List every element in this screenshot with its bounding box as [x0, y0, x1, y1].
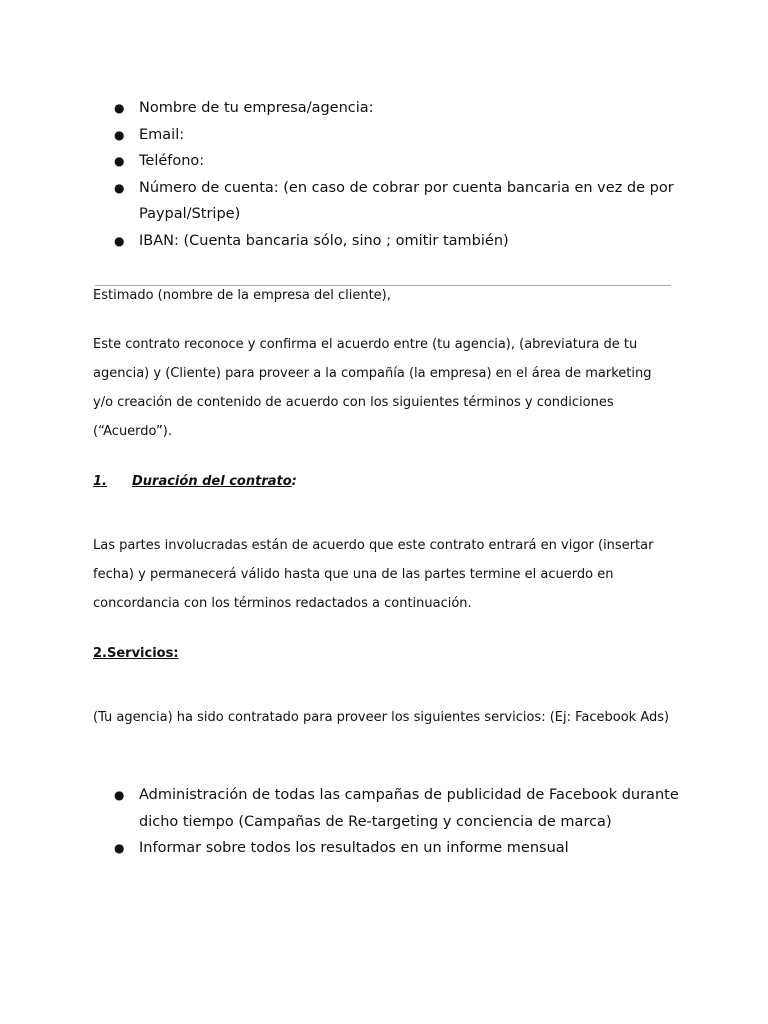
- list-item: [114, 148, 674, 175]
- duration-paragraph: Las partes involucradas están de acuerdo que este contrato entrará en vigor (insertar fecha) y permanecerá válido hasta que una de las partes termine el acuerdo en concordancia con los términos redactados a continuación.: [93, 538, 654, 611]
- field-phone: Teléfono:: [139, 153, 205, 169]
- list-item: [114, 782, 684, 835]
- section-number: 1.: [93, 474, 107, 489]
- bullet-icon: ●: [114, 101, 125, 115]
- list-item: [114, 835, 684, 862]
- service-item: Administración de todas las campañas de publicidad de Facebook durante dicho tiempo (Campañas de Re-targeting y conciencia de marca): [139, 787, 679, 830]
- list-item: [114, 228, 674, 255]
- bullet-icon: ●: [114, 180, 125, 195]
- list-item: [114, 122, 674, 149]
- section-title: Servicios:: [106, 646, 179, 661]
- section-heading-duration: [93, 473, 297, 491]
- field-email: Email:: [139, 126, 185, 143]
- list-item: [114, 95, 674, 122]
- bullet-icon: ●: [114, 841, 125, 855]
- services-list: [114, 782, 684, 862]
- intro-paragraph: Este contrato reconoce y confirma el acuerdo entre (tu agencia), (abreviatura de tu agencia) y (Cliente) para proveer a la compañía (la empresa) en el área de marketing y/o creación de contenido de acuerdo con los siguientes términos y condiciones (“Acuerdo”).: [93, 337, 652, 439]
- service-item: Informar sobre todos los resultados en un informe mensual: [139, 840, 569, 856]
- services-paragraph: (Tu agencia) ha sido contratado para proveer los siguientes servicios: (Ej: Facebook Ads): [93, 710, 670, 725]
- section-title: Duración del contrato: [132, 474, 292, 489]
- list-item: [114, 175, 674, 228]
- section-heading-services: [93, 645, 179, 663]
- field-company-name: Nombre de tu empresa/agencia:: [139, 100, 374, 116]
- section-title-suffix: :: [291, 474, 297, 489]
- bullet-icon: ●: [114, 788, 125, 802]
- section-number: 2.: [93, 646, 107, 661]
- greeting-text: Estimado (nombre de la empresa del cliente),: [93, 288, 391, 303]
- field-iban: IBAN: (Cuenta bancaria sólo, sino ; omitir también): [139, 232, 509, 249]
- bullet-icon: ●: [114, 127, 125, 142]
- company-details-list: [114, 95, 674, 254]
- bullet-icon: ●: [114, 154, 125, 168]
- field-account-number: Número de cuenta: (en caso de cobrar por cuenta bancaria en vez de por Paypal/Stripe): [139, 179, 674, 222]
- bullet-icon: ●: [114, 233, 125, 248]
